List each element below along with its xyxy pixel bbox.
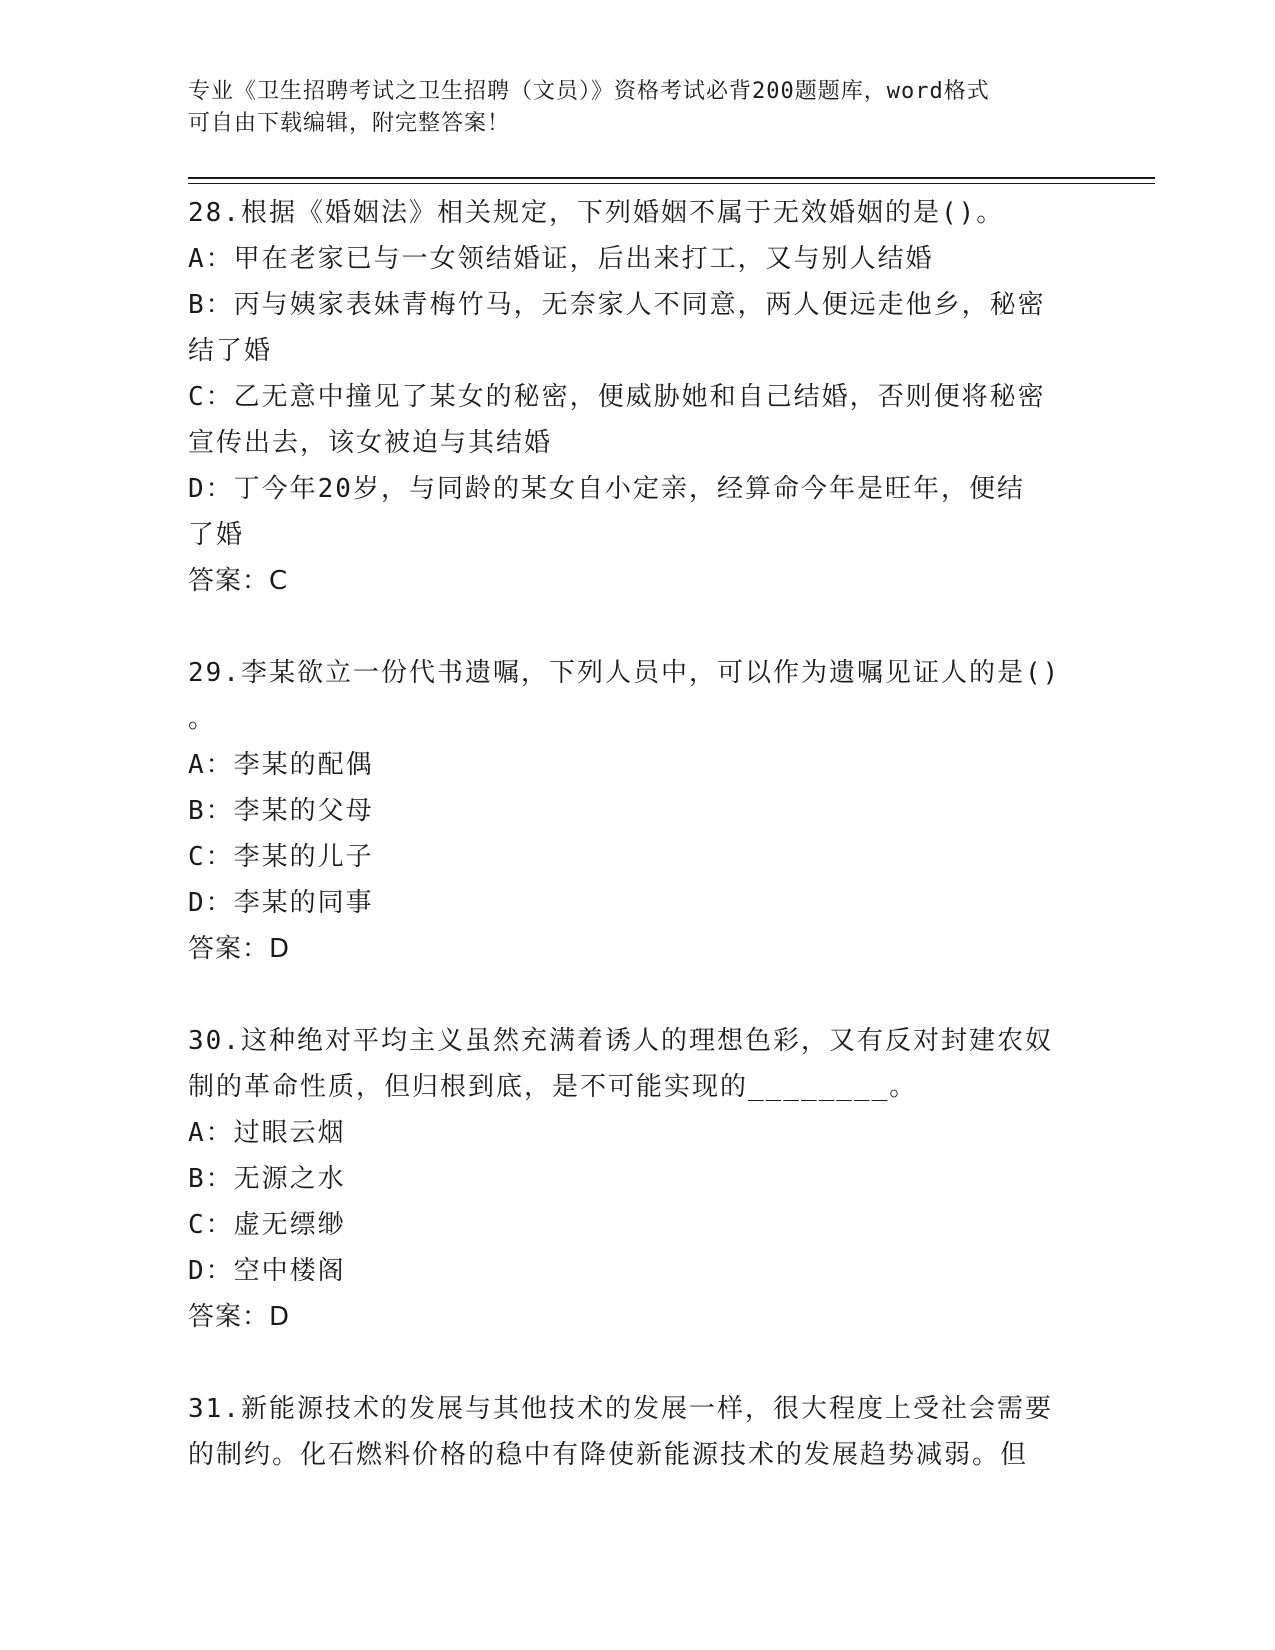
answer-option [188, 1248, 1088, 1294]
answer-option-line: 结了婚 [188, 336, 273, 366]
answer-key: 答案：C [188, 566, 289, 596]
question-block [188, 190, 1088, 604]
answer-option-line: B：李某的父母 [188, 796, 374, 826]
answer-option [188, 1202, 1088, 1248]
header-divider-thick [188, 177, 1155, 179]
question-spacer [188, 972, 1088, 1018]
answer-option [188, 236, 1088, 282]
question-stem-line: 。 [188, 704, 217, 734]
answer-option [188, 1156, 1088, 1202]
answer-option-line: C：虚无缥缈 [188, 1210, 346, 1240]
answer-option [188, 282, 1088, 374]
question-stem-line: 的制约。化石燃料价格的稳中有降使新能源技术的发展趋势减弱。但 [188, 1440, 1029, 1470]
answer-option-line: 了婚 [188, 520, 245, 550]
answer-option [188, 880, 1088, 926]
answer-option-line: C：李某的儿子 [188, 842, 374, 872]
header-line-2: 可自由下载编辑，附完整答案！ [188, 111, 511, 136]
answer-option-line: B：无源之水 [188, 1164, 346, 1194]
answer-option-line: 宣传出去，该女被迫与其结婚 [188, 428, 553, 458]
question-block [188, 1386, 1088, 1478]
document-header [188, 76, 1088, 140]
question-stem-line: 31.新能源技术的发展与其他技术的发展一样，很大程度上受社会需要 [188, 1394, 1053, 1424]
answer-option-line: C：乙无意中撞见了某女的秘密，便威胁她和自己结婚，否则便将秘密 [188, 382, 1046, 412]
answer-key: 答案：D [188, 934, 291, 964]
header-line-1: 专业《卫生招聘考试之卫生招聘（文员）》资格考试必背200题题库，word格式 [188, 79, 990, 104]
answer-option-line: B：丙与姨家表妹青梅竹马，无奈家人不同意，两人便远走他乡，秘密 [188, 290, 1046, 320]
question-spacer [188, 604, 1088, 650]
answer-option-line: A：过眼云烟 [188, 1118, 346, 1148]
answer-option-line: A：甲在老家已与一女领结婚证，后出来打工，又与别人结婚 [188, 244, 934, 274]
header-divider-thin [188, 183, 1155, 184]
answer-option [188, 466, 1088, 558]
answer-option [188, 742, 1088, 788]
answer-option [188, 374, 1088, 466]
answer-option [188, 834, 1088, 880]
question-stem-line: 28.根据《婚姻法》相关规定，下列婚姻不属于无效婚姻的是()。 [188, 198, 1005, 228]
question-list [188, 190, 1088, 1478]
answer-option [188, 788, 1088, 834]
answer-option-line: D：李某的同事 [188, 888, 374, 918]
answer-option-line: D：空中楼阁 [188, 1256, 346, 1286]
answer-option-line: A：李某的配偶 [188, 750, 374, 780]
question-spacer [188, 1340, 1088, 1386]
answer-option-line: D：丁今年20岁，与同龄的某女自小定亲，经算命今年是旺年，便结 [188, 474, 1025, 504]
answer-key: 答案：D [188, 1302, 291, 1332]
question-stem-line: 30.这种绝对平均主义虽然充满着诱人的理想色彩，又有反对封建农奴 [188, 1026, 1053, 1056]
question-block [188, 1018, 1088, 1340]
question-stem-line: 制的革命性质，但归根到底，是不可能实现的________。 [188, 1072, 918, 1102]
question-stem-line: 29.李某欲立一份代书遗嘱，下列人员中，可以作为遗嘱见证人的是() [188, 658, 1061, 688]
answer-option [188, 1110, 1088, 1156]
question-block [188, 650, 1088, 972]
